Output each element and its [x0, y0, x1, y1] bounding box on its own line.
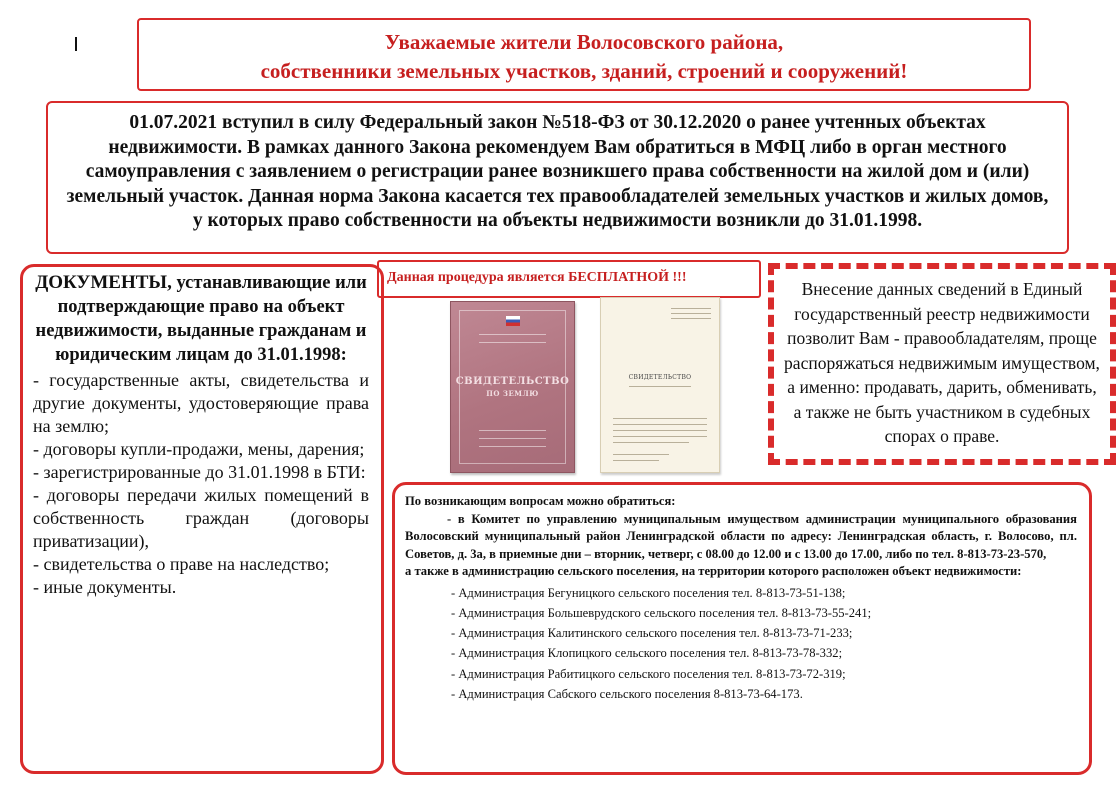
documents-heading — [33, 271, 369, 367]
list-item: - Администрация Клопицкого сельского поселения тел. 8-813-73-78-332; — [451, 646, 843, 661]
list-item: - Администрация Бегуницкого сельского поселения тел. 8-813-73-51-138; — [451, 585, 846, 600]
documents-item: - иные документы. — [33, 577, 177, 597]
list-item: - Администрация Рабитицкого сельского поселения тел. 8-813-73-72-319; — [451, 666, 846, 681]
intro-panel — [46, 101, 1069, 254]
documents-item: - договоры передачи жилых помещений в собственность граждан (договоры приватизации), — [33, 485, 369, 551]
contacts-panel — [392, 482, 1092, 775]
documents-heading-rest: устанавливающие или подтверждающие право на объект недвижимости, выданные гражданам и юридическим лицам до 31.01.1998: — [35, 273, 367, 365]
documents-item: - зарегистрированные до 31.01.1998 в БТИ: — [33, 462, 366, 482]
free-procedure-text: Данная процедура является БЕСПЛАТНОЙ !!! — [387, 270, 687, 285]
contacts-settlement: а также в администрацию сельского поселения, на территории которого расположен объект недвижимости: — [405, 564, 1022, 578]
list-item: - Администрация Калитинского сельского поселения тел. 8-813-73-71-233; — [451, 626, 853, 641]
russian-flag-icon — [506, 316, 520, 326]
list-item: - Администрация Большеврудского сельского поселения тел. 8-813-73-55-241; — [451, 605, 872, 620]
title-line-2: собственники земельных участков, зданий, строений и сооружений! — [260, 59, 908, 83]
contacts-heading: По возникающим вопросам можно обратиться: — [405, 494, 676, 508]
ownership-certificate-image — [600, 297, 720, 473]
benefit-text: Внесение данных сведений в Единый государственный реестр недвижимости позволит Вам - правообладателям, проще распоряжаться недвижимым имуществом, а именно: продавать, дарить, обменивать, а также не быть участником в судебных спорах о праве. — [784, 279, 1100, 446]
contacts-committee: - в Комитет по управлению муниципальным имуществом администрации муниципального образования Волосовский муниципальный район Ленинградской области по адресу: Ленинградская область, г. Волосово, пл. Советов, д. 3а, в приемные дни – вторник, четверг, с 08.00 до 12.00 и с 13.00 до 17.00, либо по тел. 8-813-73-23-570, — [405, 511, 1077, 561]
documents-panel — [20, 264, 384, 774]
benefit-panel — [768, 263, 1116, 465]
title-banner — [137, 18, 1031, 91]
ownership-certificate-title: СВИДЕТЕЛЬСТВО — [628, 374, 692, 381]
documents-heading-caps: ДОКУМЕНТЫ, — [35, 272, 172, 293]
documents-item: - свидетельства о праве на наследство; — [33, 554, 330, 574]
intro-text: 01.07.2021 вступил в силу Федеральный закон №518-ФЗ от 30.12.2020 о ранее учтенных объектах недвижимости. В рамках данного Закона рекомендуем Вам обратиться в МФЦ либо в орган местного самоуправления с заявлением о регистрации ранее возникшего права собственности на жилой дом и (или) земельный участок. Данная норма Закона касается тех правообладателей земельных участков и жилых домов, у которых право собственности на объекты недвижимости возникли до 31.01.1998. — [66, 112, 1049, 231]
free-procedure-notice — [377, 260, 761, 298]
administrations-list — [405, 583, 1077, 705]
documents-item: - договоры купли-продажи, мены, дарения; — [33, 439, 365, 459]
title-line-1: Уважаемые жители Волосовского района, — [384, 30, 784, 54]
land-certificate-image — [450, 301, 575, 473]
list-item: - Администрация Сабского сельского поселения 8-813-73-64-173. — [451, 686, 803, 701]
land-certificate-title: СВИДЕТЕЛЬСТВО ПО ЗЕМЛЮ — [455, 376, 570, 398]
documents-item: - государственные акты, свидетельства и другие документы, удостоверяющие права на землю; — [33, 370, 369, 436]
text-cursor — [75, 37, 77, 51]
